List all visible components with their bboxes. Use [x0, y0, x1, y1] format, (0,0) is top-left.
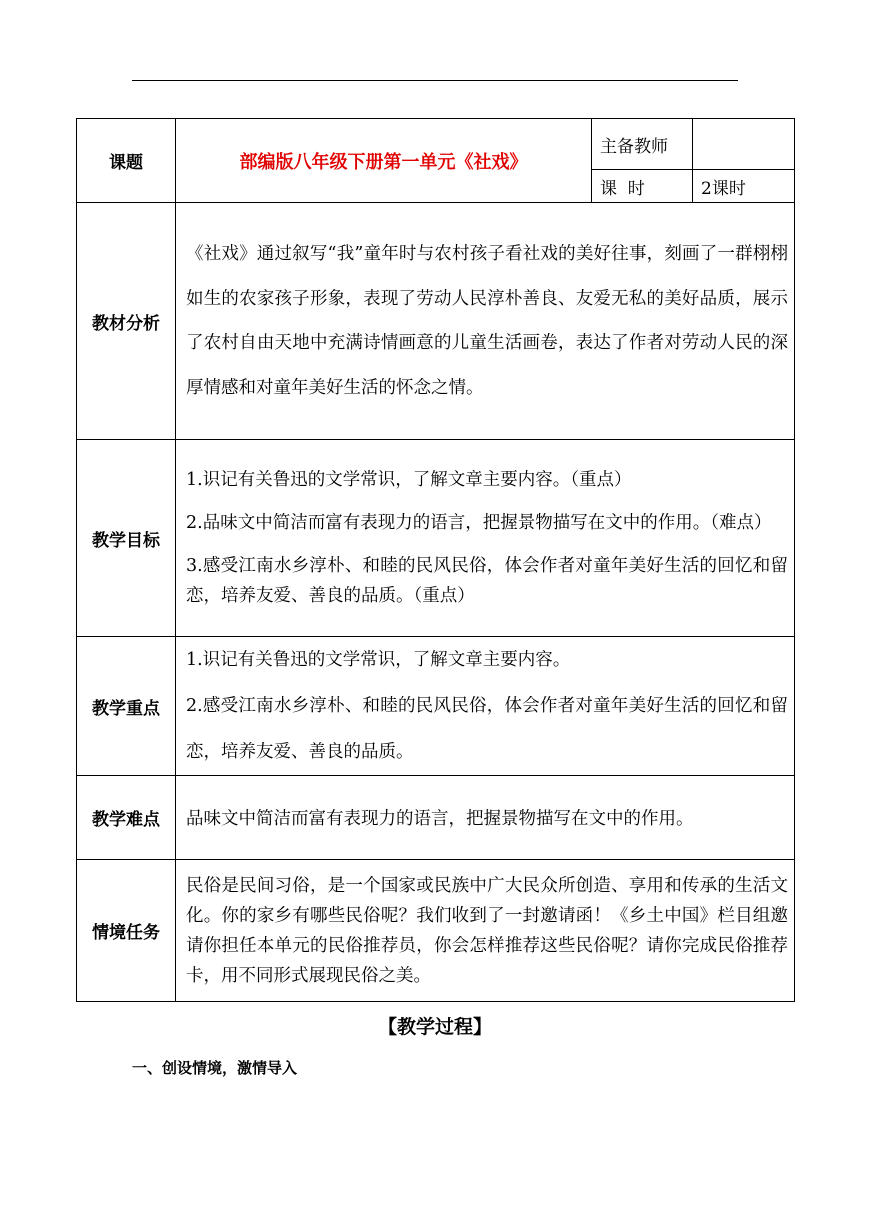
hours-value: 2课时 [693, 170, 795, 203]
difficulty-text: 品味文中简洁而富有表现力的语言，把握景物描写在文中的作用。 [176, 776, 795, 860]
key-points-label: 教学重点 [77, 637, 176, 776]
scenario-text: 民俗是民间习俗，是一个国家或民族中广大民众所创造、享用和传承的生活文化。你的家乡有哪些民俗呢？我们收到了一封邀请函！《乡土中国》栏目组邀请你担任本单元的民俗推荐员，你会怎样推荐这些民俗呢？请你完成民俗推荐卡，用不同形式展现民俗之美。 [176, 860, 795, 1002]
key-points-list [176, 637, 795, 776]
goals-label: 教学目标 [77, 440, 176, 637]
step-heading: 一、创设情境，激情导入 [132, 1059, 298, 1077]
analysis-label: 教材分析 [77, 203, 176, 440]
lesson-plan-table [76, 118, 795, 1002]
goal-item: 1.识记有关鲁迅的文学常识，了解文章主要内容。（重点） [186, 470, 632, 490]
goals-list [176, 440, 795, 637]
goal-item: 2.品味文中简洁而富有表现力的语言，把握景物描写在文中的作用。（难点） [186, 513, 772, 533]
key-point-item: 1.识记有关鲁迅的文学常识，了解文章主要内容。 [186, 650, 571, 670]
topic-label: 课题 [77, 119, 176, 203]
header-rule [132, 80, 738, 81]
process-heading: 【教学过程】 [377, 1016, 492, 1038]
teacher-label: 主备教师 [592, 119, 693, 170]
teacher-value [693, 119, 795, 170]
lesson-title: 部编版八年级下册第一单元《社戏》 [176, 119, 592, 203]
hours-label: 课 时 [592, 170, 693, 203]
difficulty-label: 教学难点 [77, 776, 176, 860]
key-point-item: 2.感受江南水乡淳朴、和睦的民风民俗，体会作者对童年美好生活的回忆和留恋，培养友爱、善良的品质。 [186, 696, 788, 762]
goal-item: 3.感受江南水乡淳朴、和睦的民风民俗，体会作者对童年美好生活的回忆和留恋，培养友爱、善良的品质。（重点） [186, 556, 788, 606]
analysis-text: 《社戏》通过叙写“我”童年时与农村孩子看社戏的美好往事，刻画了一群栩栩如生的农家孩子形象，表现了劳动人民淳朴善良、友爱无私的美好品质，展示了农村自由天地中充满诗情画意的儿童生活画卷，表达了作者对劳动人民的深厚情感和对童年美好生活的怀念之情。 [176, 203, 795, 440]
scenario-label: 情境任务 [77, 860, 176, 1002]
